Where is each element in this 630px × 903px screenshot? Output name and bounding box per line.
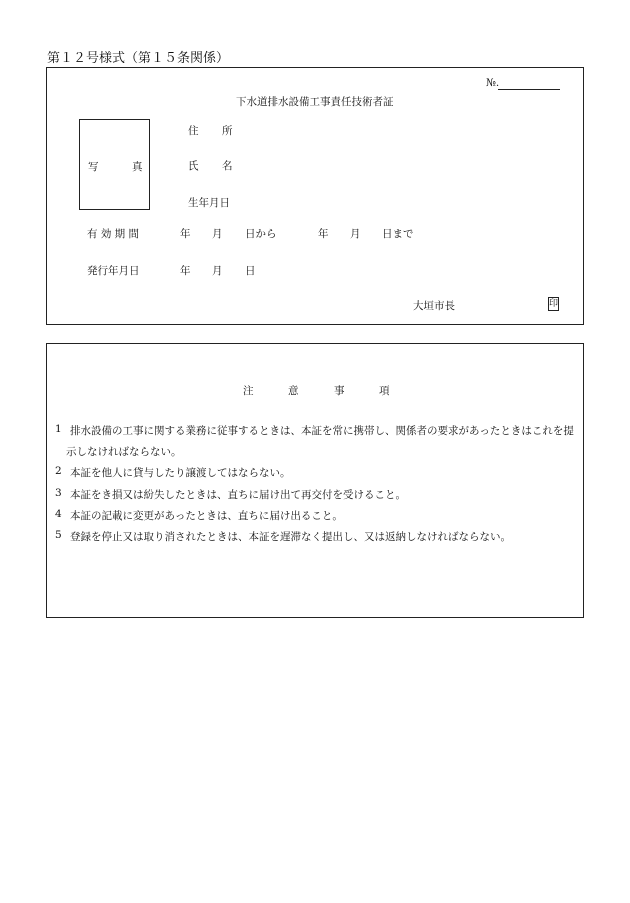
note-number: 2 bbox=[55, 465, 62, 477]
validity-month-1: 月 bbox=[212, 228, 223, 240]
issuer-label: 大垣市長 bbox=[413, 300, 455, 312]
issue-date-label: 発行年月日 bbox=[87, 265, 140, 277]
validity-day-from: 日から bbox=[245, 228, 277, 240]
photo-label-1: 写 bbox=[88, 161, 99, 173]
name-label-2: 名 bbox=[222, 160, 233, 172]
photo-label-2: 真 bbox=[132, 161, 143, 173]
birthdate-label: 生年月日 bbox=[188, 197, 230, 209]
note-text-continued: 示しなければならない。 bbox=[66, 446, 182, 458]
number-label: №. bbox=[486, 77, 500, 89]
note-number: 3 bbox=[55, 487, 62, 499]
note-number: 1 bbox=[55, 423, 62, 435]
validity-day-until: 日まで bbox=[382, 228, 414, 240]
validity-month-2: 月 bbox=[350, 228, 361, 240]
seal-mark: 印 bbox=[549, 299, 559, 309]
note-text: 登録を停止又は取り消されたときは、本証を遅滞なく提出し、又は返納しなければならない。 bbox=[70, 531, 511, 543]
number-field-line bbox=[498, 89, 560, 90]
notice-heading-char-2: 意 bbox=[288, 385, 299, 397]
note-text: 排水設備の工事に関する業務に従事するときは、本証を常に携帯し、関係者の要求があったときはこれを提 bbox=[70, 425, 574, 437]
note-number: 5 bbox=[55, 529, 62, 541]
note-text: 本証をき損又は紛失したときは、直ちに届け出て再交付を受けること。 bbox=[70, 489, 406, 501]
issue-year: 年 bbox=[180, 265, 191, 277]
address-label-2: 所 bbox=[222, 125, 233, 137]
certificate-back bbox=[46, 343, 584, 618]
issue-day: 日 bbox=[245, 265, 256, 277]
notice-heading-char-3: 事 bbox=[334, 385, 345, 397]
name-label-1: 氏 bbox=[188, 160, 199, 172]
validity-label: 有 効 期 間 bbox=[87, 228, 140, 240]
note-text: 本証を他人に貸与したり譲渡してはならない。 bbox=[70, 467, 291, 479]
validity-year-2: 年 bbox=[318, 228, 329, 240]
validity-year-1: 年 bbox=[180, 228, 191, 240]
note-text: 本証の記載に変更があったときは、直ちに届け出ること。 bbox=[70, 510, 343, 522]
notice-heading-char-4: 項 bbox=[379, 385, 390, 397]
certificate-title: 下水道排水設備工事責任技術者証 bbox=[236, 96, 394, 108]
address-label-1: 住 bbox=[188, 125, 199, 137]
issue-month: 月 bbox=[212, 265, 223, 277]
notice-heading-char-1: 注 bbox=[243, 385, 254, 397]
note-number: 4 bbox=[55, 508, 62, 520]
form-title: 第１２号様式（第１５条関係） bbox=[47, 51, 230, 66]
